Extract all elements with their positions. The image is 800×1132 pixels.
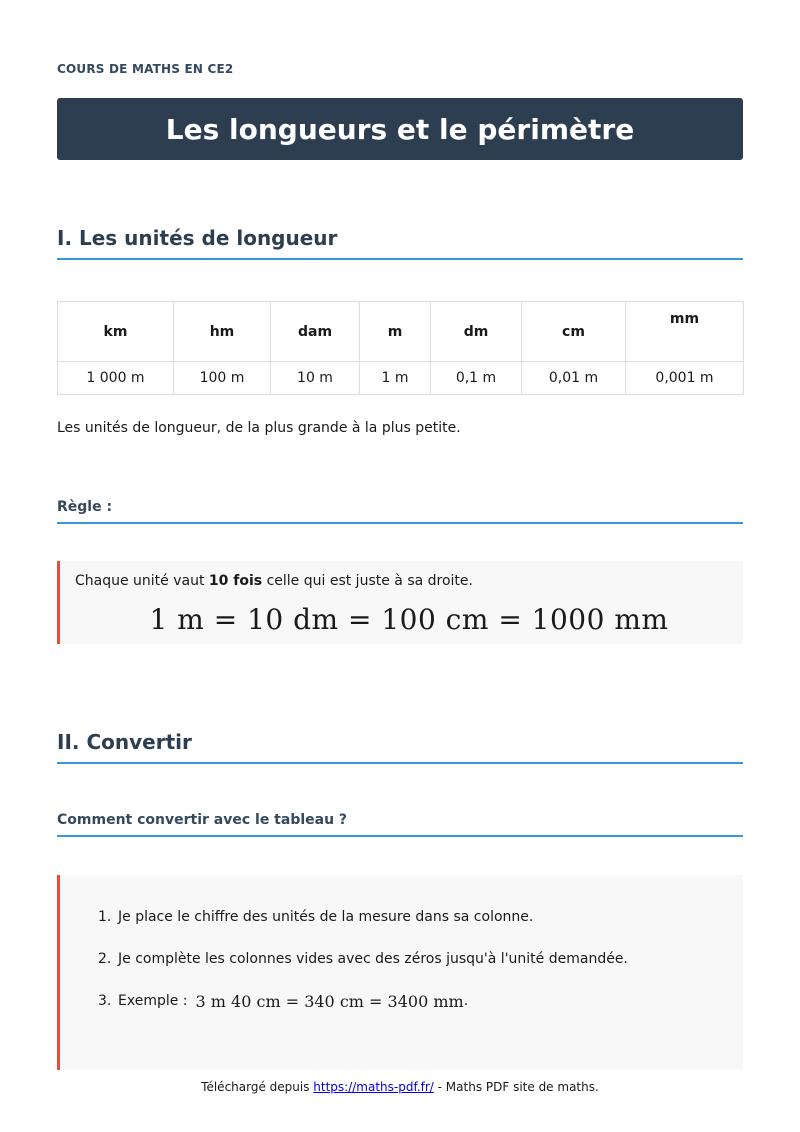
convert-subheading: Comment convertir avec le tableau ?: [57, 812, 743, 837]
rule-text-start: Chaque unité vaut: [75, 573, 209, 589]
table-cell: 10 m: [271, 362, 360, 395]
rule-heading: Règle :: [57, 499, 743, 524]
step-text: Exemple :: [118, 993, 188, 1009]
step-number: 3.: [98, 993, 112, 1009]
step-text: Je complète les colonnes vides avec des zéros jusqu'à l'unité demandée.: [118, 951, 628, 967]
table-header-cell: m: [360, 302, 431, 362]
table-header-cell: dam: [271, 302, 360, 362]
example-formula: 3 m 40 cm = 340 cm = 3400 mm: [195, 991, 464, 1011]
rule-box: [57, 561, 743, 644]
table-header-cell: km: [58, 302, 174, 362]
step-number: 1.: [98, 909, 112, 925]
list-item: [98, 949, 743, 969]
list-item: [98, 991, 743, 1011]
rule-formula: 1 m = 10 dm = 100 cm = 1000 mm: [149, 603, 669, 636]
page-title-banner: [57, 98, 743, 160]
table-cell: 0,001 m: [626, 362, 744, 395]
units-table: [57, 301, 744, 395]
example-period: .: [463, 993, 469, 1009]
step-text: Je place le chiffre des unités de la mesure dans sa colonne.: [118, 909, 534, 925]
footer-link[interactable]: https://maths-pdf.fr/: [313, 1080, 434, 1094]
table-caption: Les unités de longueur, de la plus grande à la plus petite.: [57, 420, 461, 436]
steps-box: [57, 875, 743, 1070]
table-header-cell: dm: [431, 302, 522, 362]
list-item: [98, 907, 743, 927]
footer-text-end: - Maths PDF site de maths.: [433, 1080, 599, 1094]
footer-text-start: Téléchargé depuis: [201, 1080, 314, 1094]
table-cell: 1 000 m: [58, 362, 174, 395]
table-header-cell: mm: [626, 302, 744, 362]
table-header-cell: hm: [174, 302, 271, 362]
rule-text-bold: 10 fois: [208, 573, 263, 589]
table-row: [58, 362, 744, 395]
step-number: 2.: [98, 951, 112, 967]
course-label: COURS DE MATHS EN CE2: [57, 62, 234, 76]
table-cell: 0,1 m: [431, 362, 522, 395]
rule-text: [75, 573, 743, 589]
page-title: Les longueurs et le périmètre: [165, 112, 635, 146]
section-1-heading: I. Les unités de longueur: [57, 226, 743, 260]
table-cell: 100 m: [174, 362, 271, 395]
footer: [0, 1080, 800, 1094]
section-2-heading: II. Convertir: [57, 730, 743, 764]
table-header-cell: cm: [522, 302, 626, 362]
table-cell: 1 m: [360, 362, 431, 395]
table-cell: 0,01 m: [522, 362, 626, 395]
steps-list: [98, 907, 743, 1011]
rule-text-end: celle qui est juste à sa droite.: [262, 573, 473, 589]
units-table-header-row: [58, 302, 744, 362]
